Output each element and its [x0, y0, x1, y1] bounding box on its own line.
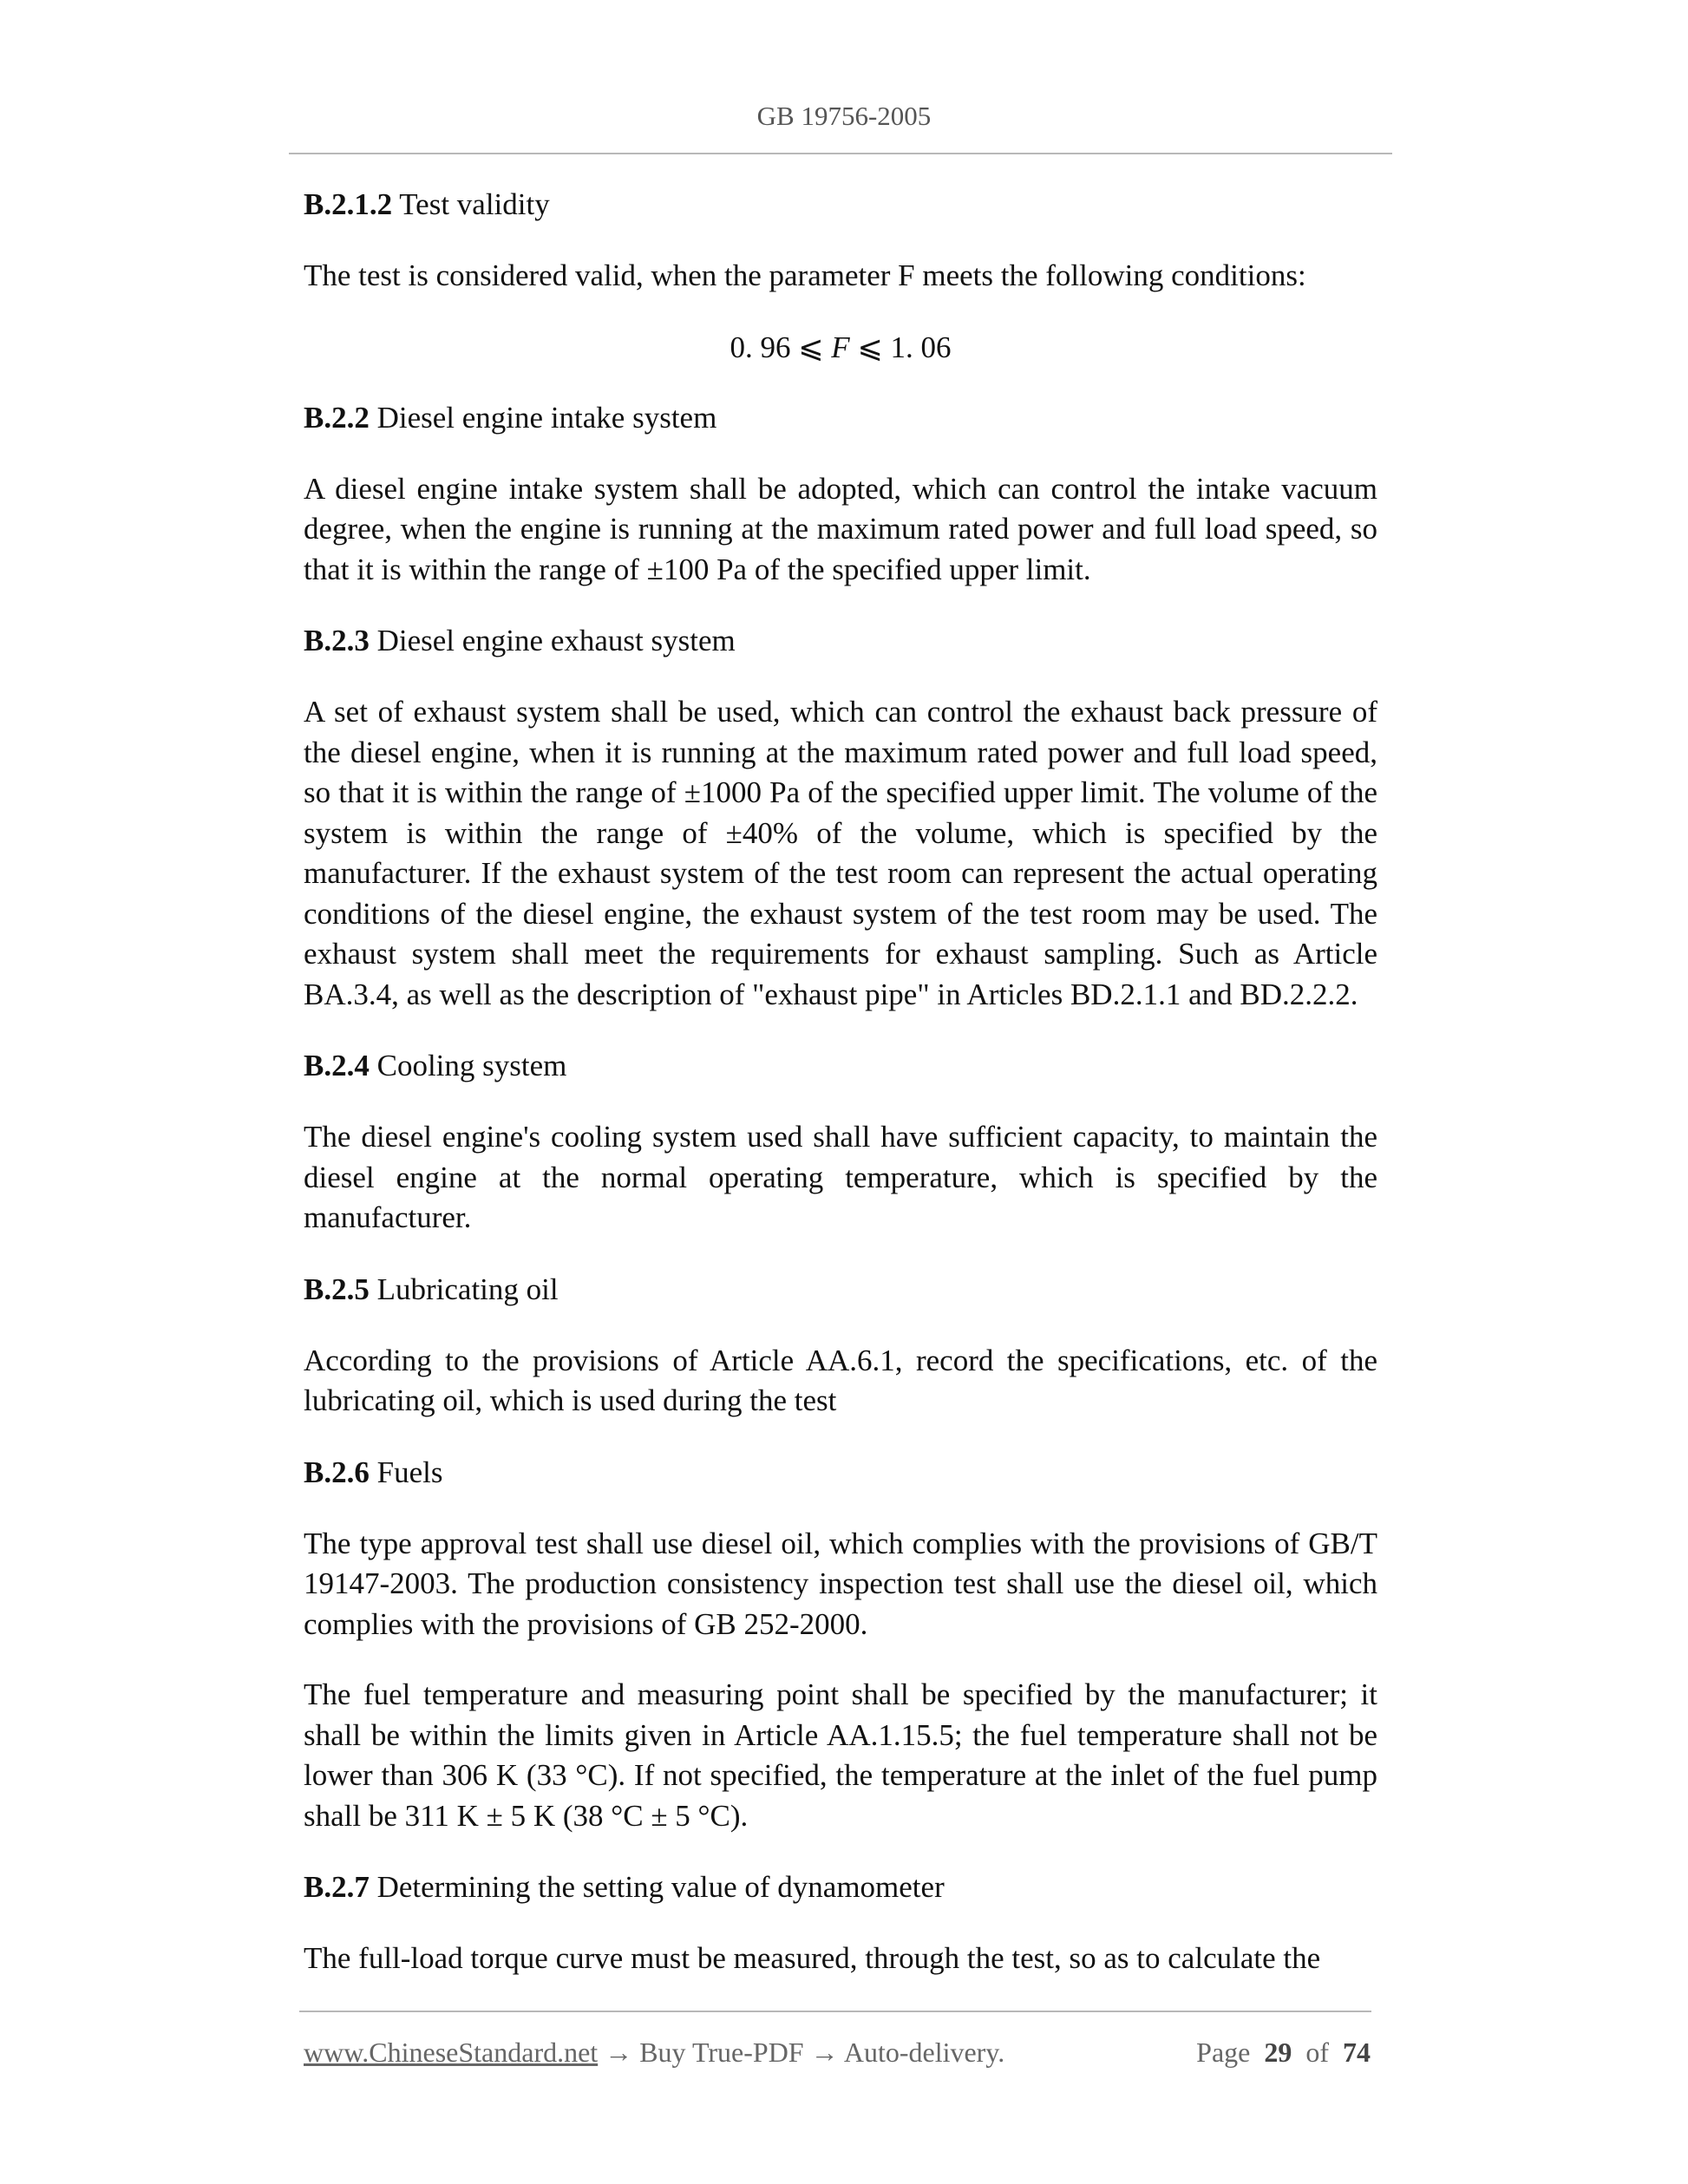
arrow-right-icon: →: [810, 2037, 839, 2068]
validity-formula: [304, 327, 1377, 369]
section-number: B.2.4: [304, 1049, 370, 1082]
paragraph: The full-load torque curve must be measured, through the test, so as to calculate the: [304, 1941, 1321, 1975]
paragraph: The test is considered valid, when the parameter F meets the following conditions:: [304, 258, 1306, 292]
section-title: Diesel engine intake system: [376, 400, 717, 435]
paragraph: The diesel engine's cooling system used shall have sufficient capacity, to maintain the diesel engine at the normal operating temperature, which is specified by the manufacturer.: [304, 1120, 1377, 1234]
section-heading-b23: [304, 620, 1377, 662]
arrow-right-icon: →: [605, 2037, 633, 2068]
site-link[interactable]: www.ChineseStandard.net: [304, 2037, 599, 2068]
section-number: B.2.2: [304, 400, 370, 435]
section-heading-b24: [304, 1045, 1377, 1087]
document-body: [304, 184, 1377, 1979]
paragraph: The type approval test shall use diesel oil, which complies with the provisions of GB/T 19147-2003. The production consistency inspection test shall use the diesel oil, which complies with the provisions of GB 252-2000.: [304, 1526, 1377, 1641]
page-total: 74: [1343, 2037, 1371, 2068]
page-number: 29: [1264, 2037, 1292, 2068]
section-heading-b26: [304, 1452, 1377, 1494]
section-title: Determining the setting value of dynamometer: [376, 1870, 945, 1904]
section-number: B.2.6: [304, 1455, 370, 1489]
page-indicator: [1196, 2033, 1371, 2071]
section-heading-b212: [304, 184, 1377, 226]
paragraph: A set of exhaust system shall be used, which can control the exhaust back pressure of the diesel engine, when it is running at the maximum rated power and full load speed, so that it is within the range of ±1000 Pa of the specified upper limit. The volume of the system is within the range of ±40% of the volume, which is specified by the manufacturer. If the exhaust system of the test room can represent the actual operating conditions of the diesel engine, the exhaust system of the test room may be used. The exhaust system shall meet the requirements for exhaust sampling. Such as Article BA.3.4, as well as the description of "exhaust pipe" in Articles BD.2.1.1 and BD.2.2.2.: [304, 695, 1377, 1011]
buy-pdf-text: Buy True-PDF: [639, 2037, 804, 2068]
section-title: Cooling system: [376, 1049, 567, 1082]
section-number: B.2.7: [304, 1870, 370, 1904]
section-heading-b27: [304, 1867, 1377, 1908]
section-title: Diesel engine exhaust system: [376, 624, 736, 657]
of-label: of: [1305, 2037, 1329, 2068]
header-divider: [289, 153, 1392, 154]
footer-divider: [299, 2011, 1371, 2012]
paragraph: The fuel temperature and measuring point shall be specified by the manufacturer; it shall be within the limits given in Article AA.1.15.5; the fuel temperature shall not be lower than 306 K (33 °C). If not specified, the temperature at the inlet of the fuel pump shall be 311 K ± 5 K (38 °C ± 5 °C).: [304, 1677, 1377, 1833]
page-label: Page: [1196, 2037, 1251, 2068]
footer-promo: [304, 2033, 1004, 2071]
formula-left: 0. 96 ⩽: [730, 330, 832, 364]
paragraph: A diesel engine intake system shall be adopted, which can control the intake vacuum degree, when the engine is running at the maximum rated power and full load speed, so that it is within the range of ±100 Pa of the specified upper limit.: [304, 471, 1377, 586]
auto-delivery-text: Auto-delivery.: [843, 2037, 1005, 2068]
formula-right: ⩽ 1. 06: [849, 330, 952, 364]
section-number: B.2.5: [304, 1272, 370, 1306]
page-header-title: GB 19756-2005: [756, 101, 932, 131]
paragraph: According to the provisions of Article AA.6.1, record the specifications, etc. of the lubricating oil, which is used during the test: [304, 1343, 1377, 1417]
section-title: Fuels: [376, 1455, 443, 1489]
section-title: Lubricating oil: [376, 1272, 559, 1306]
section-number: B.2.3: [304, 624, 370, 657]
formula-variable: F: [831, 330, 850, 364]
section-number: B.2.1.2: [304, 187, 393, 221]
section-heading-b22: [304, 397, 1377, 439]
section-title: Test validity: [399, 187, 550, 221]
section-heading-b25: [304, 1269, 1377, 1311]
